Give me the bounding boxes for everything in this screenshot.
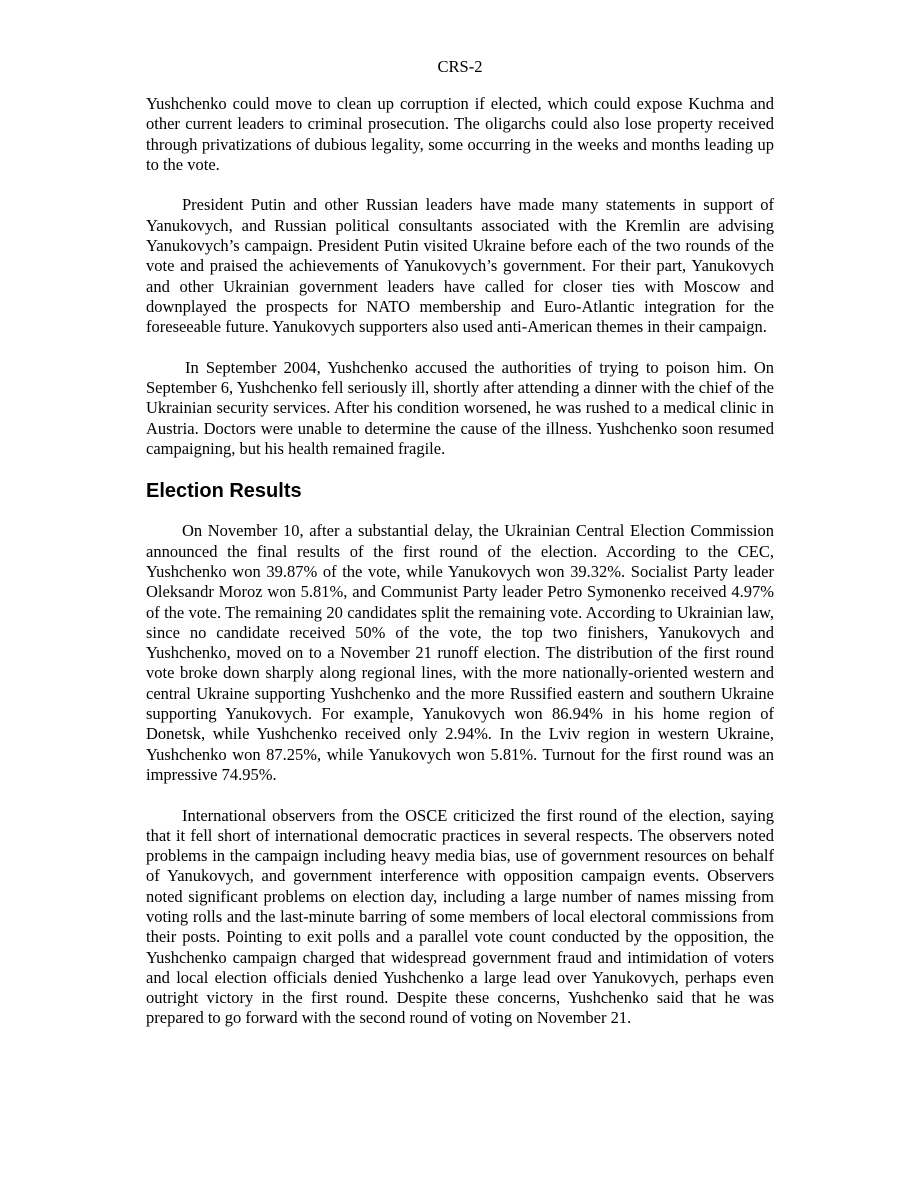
paragraph-osce-observers: International observers from the OSCE criticized the first round of the election, saying that it fell short of international democratic practices in several respects. The observers noted problems in the campaign including heavy media bias, use of government resources on behalf of Yanukovych, and government interference with opposition campaign events. Observers noted significant problems on election day, including a large number of names missing from voting rolls and the last-minute barring of some members of local electoral commissions from their posts. Pointing to exit polls and a parallel vote count conducted by the opposition, the Yushchenko campaign charged that widespread government fraud and intimidation of voters and local election officials denied Yushchenko a large lead over Yanukovych, perhaps even outright victory in the first round. Despite these concerns, Yushchenko said that he was prepared to go forward with the second round of voting on November 21. bbox=[146, 805, 774, 1028]
page-number-header: CRS-2 bbox=[437, 57, 483, 76]
paragraph-first-round-results: On November 10, after a substantial delay, the Ukrainian Central Election Commission announced the final results of the first round of the election. According to the CEC, Yushchenko won 39.87% of the vote, while Yanukovych won 39.32%. Socialist Party leader Oleksandr Moroz won 5.81%, and Communist Party leader Petro Symonenko received 4.97% of the vote. The remaining 20 candidates split the remaining vote. According to Ukrainian law, since no candidate received 50% of the vote, the top two finishers, Yanukovych and Yushchenko, moved on to a November 21 runoff election. The distribution of the first round vote broke down sharply along regional lines, with the more nationally-oriented western and central Ukraine supporting Yushchenko and the more Russified eastern and southern Ukraine supporting Yanukovych. For example, Yanukovych won 86.94% in his home region of Donetsk, while Yushchenko received only 2.94%. In the Lviv region in western Ukraine, Yushchenko won 87.25%, while Yanukovych won 5.81%. Turnout for the first round was an impressive 74.95%. bbox=[146, 521, 774, 784]
paragraph-russian-support: President Putin and other Russian leaders have made many statements in support of Yanukovych, and Russian political consultants associated with the Kremlin are advising Yanukovych’s campaign. President Putin visited Ukraine before each of the two rounds of the vote and praised the achievements of Yanukovych’s government. For their part, Yanukovych and other Ukrainian government leaders have called for closer ties with Moscow and downplayed the prospects for NATO membership and Euro-Atlantic integration for the foreseeable future. Yanukovych supporters also used anti-American themes in their campaign. bbox=[146, 195, 774, 337]
section-heading-election-results: Election Results bbox=[146, 480, 302, 503]
paragraph-corruption: Yushchenko could move to clean up corruption if elected, which could expose Kuchma and other current leaders to criminal prosecution. The oligarchs could also lose property received through privatizations of dubious legality, some occurring in the weeks and months leading up to the vote. bbox=[146, 94, 774, 174]
paragraph-poisoning: In September 2004, Yushchenko accused the authorities of trying to poison him. On September 6, Yushchenko fell seriously ill, shortly after attending a dinner with the chief of the Ukrainian security services. After his condition worsened, he was rushed to a medical clinic in Austria. Doctors were unable to determine the cause of the illness. Yushchenko soon resumed campaigning, but his health remained fragile. bbox=[146, 357, 774, 459]
document-body bbox=[146, 94, 774, 1029]
